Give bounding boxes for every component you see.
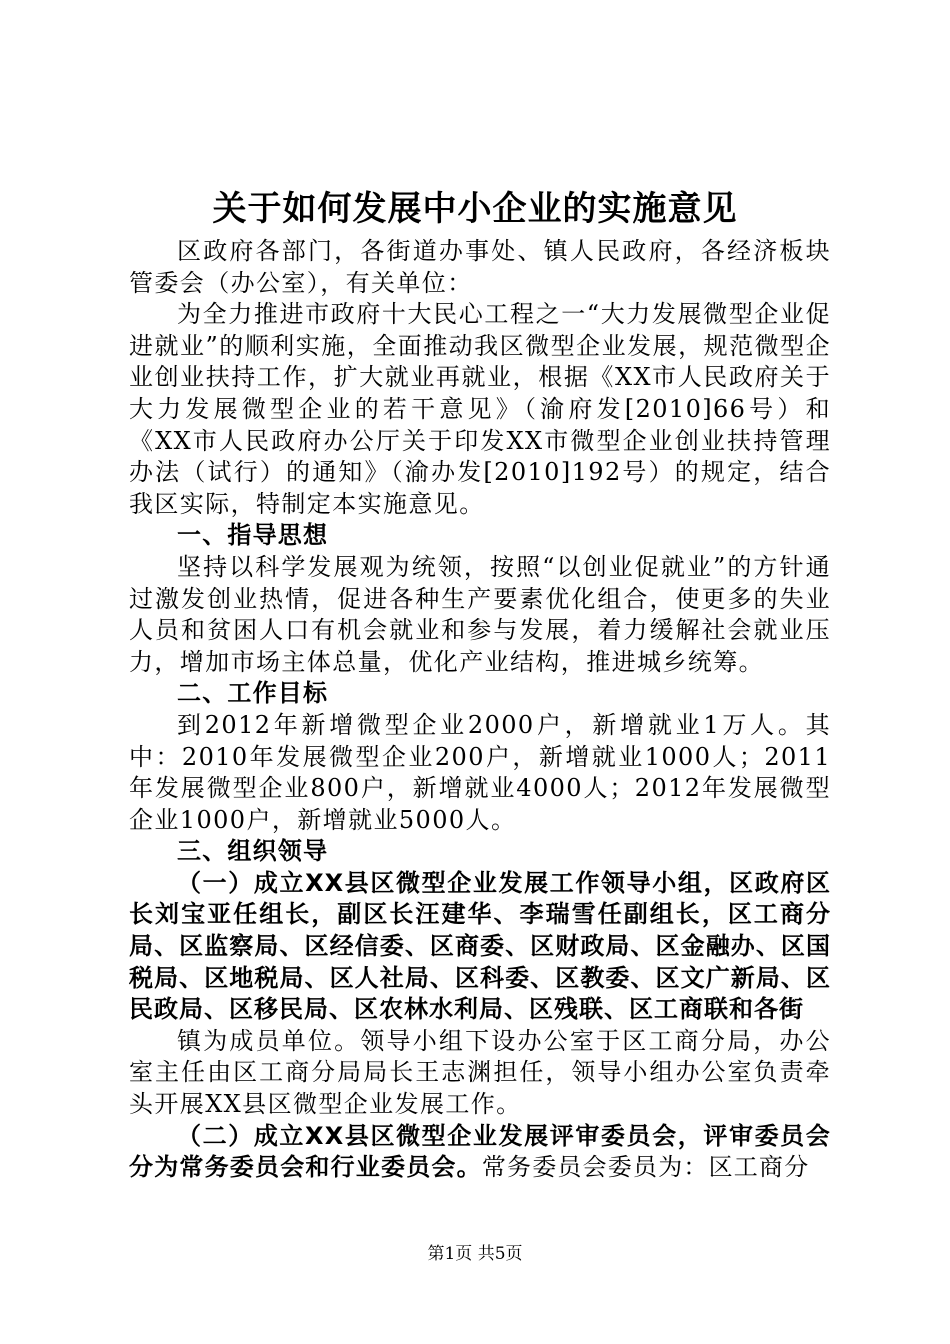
salutation-paragraph: 区政府各部门，各街道办事处、镇人民政府，各经济板块管委会（办公室），有关单位： (129, 237, 831, 297)
section-heading-guiding-thought: 一、指导思想 (177, 521, 329, 550)
document-body (129, 236, 831, 1184)
section-heading-organization: 三、组织领导 (177, 837, 329, 866)
review-committee-bold-text: （二）成立XX县区微型企业发展评审委员会，评审委员会分为常务委员会和行业委员会。 (129, 1121, 831, 1182)
guiding-thought-paragraph: 坚持以科学发展观为统领，按照“以创业促就业”的方针通过激发创业热情，促进各种生产要素优化组合，使更多的失业人员和贫困人口有机会就业和参与发展，着力缓解社会就业压力，增加市场主体总量，优化产业结构，推进城乡统筹。 (129, 552, 831, 676)
section-heading-work-goals: 二、工作目标 (177, 679, 329, 708)
work-goals-paragraph: 到2012年新增微型企业2000户，新增就业1万人。其中：2010年发展微型企业200户，新增就业1000人；2011年发展微型企业800户，新增就业4000人；2012年发展微型企业1000户，新增就业5000人。 (129, 710, 831, 834)
review-committee-paragraph (129, 1121, 831, 1184)
document-title: 关于如何发展中小企业的实施意见 (212, 189, 738, 229)
leading-group-paragraph: （一）成立XX县区微型企业发展工作领导小组，区政府区长刘宝亚任组长，副区长汪建华、李瑞雪任副组长，区工商分局、区监察局、区经信委、区商委、区财政局、区金融办、区国税局、区地税局、区人社局、区科委、区教委、区文广新局、区民政局、区移民局、区农林水利局、区残联、区工商联和各街 (129, 868, 831, 1024)
page-footer: 第1页 共5页 (427, 1244, 523, 1264)
review-committee-text: 常务委员会委员为：区工商分 (481, 1153, 810, 1182)
intro-paragraph: 为全力推进市政府十大民心工程之一“大力发展微型企业促进就业”的顺利实施，全面推动我区微型企业发展，规范微型企业创业扶持工作，扩大就业再就业，根据《XX市人民政府关于大力发展微型企业的若干意见》（渝府发[2010]66号）和《XX市人民政府办公厅关于印发XX市微型企业创业扶持管理办法（试行）的通知》（渝办发[2010]192号）的规定，结合我区实际，特制定本实施意见。 (129, 300, 831, 518)
leading-group-continuation: 镇为成员单位。领导小组下设办公室于区工商分局，办公室主任由区工商分局局长王志渊担任，领导小组办公室负责牵头开展XX县区微型企业发展工作。 (129, 1026, 831, 1119)
